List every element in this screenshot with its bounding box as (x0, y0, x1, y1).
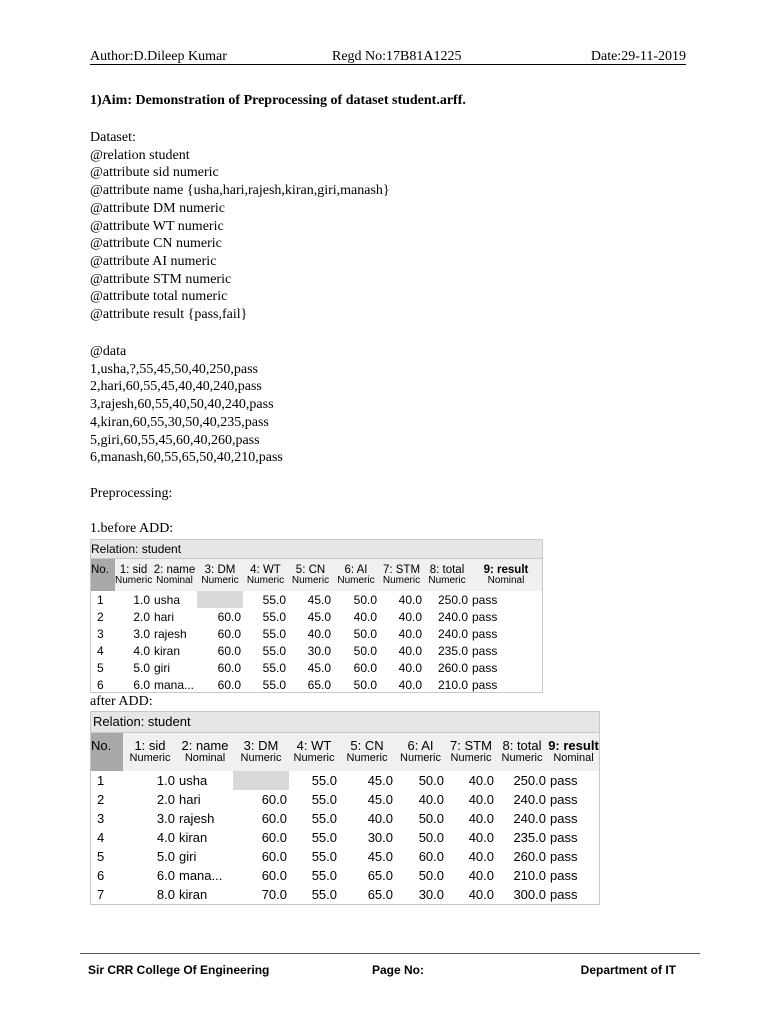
table-cell[interactable]: 2.0 (156, 792, 175, 807)
column-header[interactable] (379, 559, 424, 591)
date-text: Date:29-11-2019 (590, 49, 686, 64)
column-header[interactable] (339, 733, 395, 771)
column-title: 1: sid (119, 563, 148, 576)
table-cell[interactable]: pass (472, 643, 498, 658)
column-header[interactable] (152, 559, 197, 591)
dataset-line: @attribute WT numeric (90, 218, 224, 234)
column-title: 6: AI (344, 563, 368, 576)
table-cell[interactable]: 55.0 (262, 592, 286, 607)
table-cell[interactable]: 55.0 (262, 643, 286, 658)
table-cell[interactable]: giri (154, 660, 171, 675)
column-type: Numeric (450, 752, 492, 765)
column-header[interactable] (446, 733, 496, 771)
column-title: 1: sid (134, 738, 166, 754)
table-cell[interactable]: pass (472, 609, 498, 624)
column-title: 3: DM (243, 738, 279, 754)
table-cell[interactable]: 3 (97, 626, 104, 641)
table-cell[interactable]: kiran (179, 830, 208, 845)
column-header[interactable] (470, 559, 542, 591)
weka-table-after (90, 711, 600, 905)
column-type: Numeric (240, 752, 282, 765)
table-row[interactable] (91, 809, 599, 828)
table-cell[interactable]: 55.0 (262, 677, 286, 692)
column-title: No. (91, 738, 112, 754)
table-cell[interactable]: 55.0 (311, 849, 337, 864)
table-cell[interactable]: pass (550, 830, 578, 845)
table-row[interactable] (91, 790, 599, 809)
page-number-label: Page No: (372, 963, 425, 977)
table-cell[interactable]: 210.0 (513, 868, 546, 883)
table-cell[interactable]: 30.0 (307, 643, 331, 658)
table-cell[interactable]: 50.0 (418, 811, 444, 826)
table-cell[interactable]: 55.0 (311, 792, 337, 807)
dataset-line: @relation student (90, 147, 190, 163)
column-type: Numeric (382, 574, 421, 586)
table-row[interactable] (91, 659, 542, 676)
table-cell[interactable]: 4.0 (133, 643, 150, 658)
column-header[interactable] (91, 733, 123, 771)
table-cell[interactable]: kiran (154, 643, 181, 658)
column-type: Numeric (246, 574, 285, 586)
table-cell[interactable]: 30.0 (367, 830, 393, 845)
weka-table-before (90, 539, 543, 693)
table-row[interactable] (91, 642, 542, 659)
table-cell[interactable]: 6.0 (133, 677, 150, 692)
dataset-line: @attribute CN numeric (90, 236, 222, 252)
table-cell[interactable]: 2 (97, 609, 104, 624)
data-line: 1,usha,?,55,45,50,40,250,pass (90, 361, 258, 377)
column-header[interactable] (424, 559, 470, 591)
table-cell[interactable] (197, 591, 243, 608)
dataset-line: @attribute STM numeric (90, 271, 232, 287)
table-cell[interactable]: 240.0 (437, 609, 468, 624)
table-row[interactable] (91, 828, 599, 847)
table-cell[interactable]: 50.0 (418, 868, 444, 883)
dataset-line: @attribute AI numeric (90, 253, 217, 269)
table-cell[interactable]: 4 (97, 643, 104, 658)
table-cell[interactable]: 55.0 (262, 660, 286, 675)
table-cell[interactable]: 55.0 (311, 811, 337, 826)
table-cell[interactable]: usha (179, 773, 208, 788)
column-header[interactable] (395, 733, 446, 771)
dataset-line: @attribute DM numeric (90, 200, 225, 216)
column-type: Numeric (115, 574, 153, 586)
table-cell[interactable]: 40.0 (398, 592, 422, 607)
data-line: 5,giri,60,55,45,60,40,260,pass (90, 432, 260, 448)
footer-rule (80, 953, 700, 954)
table-cell[interactable]: 6.0 (156, 868, 175, 883)
column-title: 8: total (429, 563, 465, 576)
column-title: 2: name (181, 738, 229, 754)
table-cell[interactable] (233, 771, 289, 790)
table-cell[interactable]: 70.0 (261, 887, 287, 902)
table-cell[interactable]: pass (550, 792, 578, 807)
table-cell[interactable]: 65.0 (367, 887, 393, 902)
table-cell[interactable]: 50.0 (353, 677, 377, 692)
column-type (91, 576, 115, 587)
table-cell[interactable]: 210.0 (437, 677, 468, 692)
column-title: 9: result (548, 738, 599, 754)
table-cell[interactable]: 5 (97, 849, 105, 864)
table-cell[interactable]: 2.0 (133, 609, 150, 624)
table-cell[interactable]: 4.0 (156, 830, 175, 845)
table-cell[interactable]: 40.0 (418, 792, 444, 807)
table-cell[interactable]: 45.0 (307, 609, 331, 624)
column-title: 7: STM (382, 563, 421, 576)
table-cell[interactable]: 235.0 (513, 830, 546, 845)
before-add-label: 1.before ADD: (90, 521, 174, 536)
column-type: Numeric (428, 574, 466, 586)
column-type: Nominal (156, 574, 193, 586)
table-cell[interactable]: 300.0 (513, 887, 546, 902)
table-cell[interactable]: 40.0 (468, 849, 494, 864)
table-cell[interactable]: 1 (97, 592, 104, 607)
data-line: 3,rajesh,60,55,40,50,40,240,pass (90, 397, 274, 413)
data-section (90, 343, 283, 467)
table-cell[interactable]: 40.0 (468, 792, 494, 807)
column-type: Numeric (337, 574, 375, 586)
table-cell[interactable]: 40.0 (353, 609, 377, 624)
page-footer (80, 953, 700, 983)
table-cell[interactable]: 1.0 (133, 592, 150, 607)
table-cell[interactable]: pass (550, 849, 578, 864)
page-header (90, 49, 686, 65)
table-cell[interactable]: 60.0 (261, 849, 287, 864)
table-cell[interactable]: 50.0 (353, 643, 377, 658)
table-cell[interactable]: 60.0 (261, 830, 287, 845)
table-cell[interactable]: pass (472, 592, 498, 607)
column-type: Numeric (129, 752, 171, 765)
table-row[interactable] (91, 847, 599, 866)
table-cell[interactable]: 1 (97, 773, 105, 788)
column-type: Numeric (293, 752, 335, 765)
data-line: @data (90, 344, 127, 359)
dataset-line: @attribute total numeric (90, 289, 228, 305)
table-cell[interactable]: 60.0 (217, 609, 241, 624)
table-cell[interactable]: 7 (97, 887, 105, 902)
table-cell[interactable]: 60.0 (217, 660, 241, 675)
table-cell[interactable]: pass (550, 811, 578, 826)
column-title: 9: result (483, 563, 529, 576)
table-cell[interactable]: 55.0 (262, 626, 286, 641)
table-cell[interactable]: pass (550, 868, 578, 883)
column-title: 2: name (153, 563, 196, 576)
table-cell[interactable]: 60.0 (261, 811, 287, 826)
table-cell[interactable]: 40.0 (468, 830, 494, 845)
column-header[interactable] (289, 733, 339, 771)
table-cell[interactable]: 6 (97, 677, 104, 692)
table-cell[interactable]: 240.0 (513, 792, 546, 807)
data-line: 4,kiran,60,55,30,50,40,235,pass (90, 414, 269, 430)
column-header[interactable] (496, 733, 548, 771)
dataset-line: @attribute name {usha,hari,rajesh,kiran,giri,manash} (90, 183, 390, 199)
column-title: 4: WT (296, 738, 332, 754)
column-header[interactable] (243, 559, 288, 591)
table-cell[interactable]: 60.0 (261, 868, 287, 883)
table-cell[interactable]: 55.0 (262, 609, 286, 624)
table-cell[interactable]: 60.0 (217, 643, 241, 658)
table-cell[interactable]: 240.0 (513, 811, 546, 826)
dataset-definition (90, 129, 390, 324)
table-cell[interactable]: 65.0 (307, 677, 331, 692)
table-cell[interactable]: 260.0 (513, 849, 546, 864)
table-cell[interactable]: 250.0 (437, 592, 468, 607)
table-cell[interactable]: pass (472, 660, 498, 675)
aim-heading: 1)Aim: Demonstration of Preprocessing of dataset student.arff. (90, 93, 466, 108)
table-cell[interactable]: pass (550, 773, 578, 788)
author-text: Author:D.Dileep Kumar (90, 49, 227, 64)
table-cell[interactable]: 40.0 (398, 643, 422, 658)
table-cell[interactable]: 40.0 (468, 887, 494, 902)
table-cell[interactable]: pass (472, 626, 498, 641)
column-type: Nominal (184, 752, 226, 765)
table-cell[interactable]: 60.0 (418, 849, 444, 864)
table-cell[interactable]: 45.0 (367, 773, 393, 788)
column-type: Numeric (400, 752, 441, 765)
table-cell[interactable]: 5 (97, 660, 104, 675)
table-row[interactable] (91, 608, 542, 625)
table-cell[interactable]: 65.0 (367, 868, 393, 883)
column-type (91, 753, 123, 765)
column-title: 5: CN (295, 563, 326, 576)
table-cell[interactable]: 60.0 (261, 792, 287, 807)
table-cell[interactable]: 30.0 (418, 887, 444, 902)
column-header[interactable] (91, 559, 115, 591)
table-cell[interactable]: 250.0 (513, 773, 546, 788)
column-type: Numeric (501, 752, 543, 765)
table-cell[interactable]: giri (179, 849, 197, 864)
table-cell[interactable]: 3 (97, 811, 105, 826)
table-cell[interactable]: 45.0 (307, 592, 331, 607)
column-header[interactable] (115, 559, 152, 591)
table-cell[interactable]: 55.0 (311, 830, 337, 845)
table-cell[interactable]: rajesh (179, 811, 215, 826)
column-title: 4: WT (250, 563, 281, 576)
dataset-line: @attribute sid numeric (90, 165, 219, 181)
relation-title: Relation: student (91, 712, 599, 733)
table-cell[interactable]: hari (154, 609, 175, 624)
data-line: 6,manash,60,55,65,50,40,210,pass (90, 450, 283, 466)
table-cell[interactable]: 4 (97, 830, 105, 845)
table-cell[interactable]: 40.0 (398, 609, 422, 624)
column-type: Numeric (201, 574, 239, 586)
table-cell[interactable]: 50.0 (418, 830, 444, 845)
table-cell[interactable]: 40.0 (468, 811, 494, 826)
table-cell[interactable]: mana... (154, 677, 195, 692)
column-title: No. (91, 563, 109, 576)
table-cell[interactable]: pass (472, 677, 498, 692)
dataset-line: Dataset: (90, 130, 136, 145)
table-cell[interactable]: 40.0 (398, 660, 422, 675)
column-type: Numeric (346, 752, 388, 765)
table-cell[interactable]: 55.0 (311, 887, 337, 902)
table-cell[interactable]: pass (550, 887, 578, 902)
table-cell[interactable]: rajesh (154, 626, 187, 641)
table-cell[interactable]: 45.0 (367, 849, 393, 864)
column-header[interactable] (123, 733, 177, 771)
column-type: Numeric (291, 574, 330, 586)
table-cell[interactable]: 50.0 (353, 592, 377, 607)
table-row[interactable] (91, 885, 599, 904)
table-row[interactable] (91, 866, 599, 885)
table-cell[interactable]: mana... (179, 868, 223, 883)
table-cell[interactable]: 240.0 (437, 626, 468, 641)
column-header[interactable] (548, 733, 599, 771)
table-cell[interactable]: 1.0 (156, 773, 175, 788)
column-type: Nominal (487, 574, 525, 586)
table-cell[interactable]: 60.0 (353, 660, 377, 675)
table-cell[interactable]: 2 (97, 792, 105, 807)
table-cell[interactable]: 60.0 (217, 677, 241, 692)
table-cell[interactable]: 60.0 (217, 626, 241, 641)
regd-number-text: Regd No:17B81A1225 (332, 49, 462, 64)
table-cell[interactable]: 45.0 (367, 792, 393, 807)
table-cell[interactable]: usha (154, 592, 181, 607)
table-cell[interactable]: 45.0 (307, 660, 331, 675)
table-cell[interactable]: 40.0 (307, 626, 331, 641)
table-cell[interactable]: 40.0 (468, 868, 494, 883)
table-cell[interactable]: kiran (179, 887, 208, 902)
table-row[interactable] (91, 625, 542, 642)
column-title: 8: total (502, 738, 542, 754)
table-cell[interactable]: 50.0 (418, 773, 444, 788)
table-cell[interactable]: 40.0 (367, 811, 393, 826)
preprocessing-label: Preprocessing: (90, 486, 173, 501)
column-title: 3: DM (204, 563, 236, 576)
dataset-line: @attribute result {pass,fail} (90, 307, 248, 323)
department-name: Department of IT (580, 963, 676, 977)
table-cell[interactable]: 5.0 (156, 849, 175, 864)
column-header[interactable] (177, 733, 233, 771)
table-cell[interactable]: 5.0 (133, 660, 150, 675)
table-cell[interactable]: hari (179, 792, 201, 807)
column-header[interactable] (197, 559, 243, 591)
column-header[interactable] (288, 559, 333, 591)
table-cell[interactable]: 8.0 (156, 887, 175, 902)
table-cell[interactable]: 50.0 (353, 626, 377, 641)
table-cell[interactable]: 40.0 (398, 677, 422, 692)
table-cell[interactable]: 6 (97, 868, 105, 883)
column-type: Nominal (553, 752, 594, 765)
table-cell[interactable]: 40.0 (468, 773, 494, 788)
table-cell[interactable]: 260.0 (437, 660, 468, 675)
column-title: 7: STM (450, 738, 492, 754)
column-header[interactable] (333, 559, 379, 591)
table-row[interactable] (91, 591, 542, 608)
data-line: 2,hari,60,55,45,40,40,240,pass (90, 379, 262, 395)
table-cell[interactable]: 55.0 (311, 773, 337, 788)
table-cell[interactable]: 55.0 (311, 868, 337, 883)
table-row[interactable] (91, 676, 542, 693)
column-title: 6: AI (407, 738, 434, 754)
table-cell[interactable]: 3.0 (156, 811, 175, 826)
college-name: Sir CRR College Of Engineering (88, 963, 270, 977)
column-title: 5: CN (350, 738, 384, 754)
header-rule (90, 64, 686, 65)
table-cell[interactable]: 3.0 (133, 626, 150, 641)
relation-title: Relation: student (91, 540, 542, 559)
table-cell[interactable]: 235.0 (437, 643, 468, 658)
table-row[interactable] (91, 771, 599, 790)
column-header[interactable] (233, 733, 289, 771)
after-add-label: after ADD: (90, 694, 153, 709)
table-cell[interactable]: 40.0 (398, 626, 422, 641)
